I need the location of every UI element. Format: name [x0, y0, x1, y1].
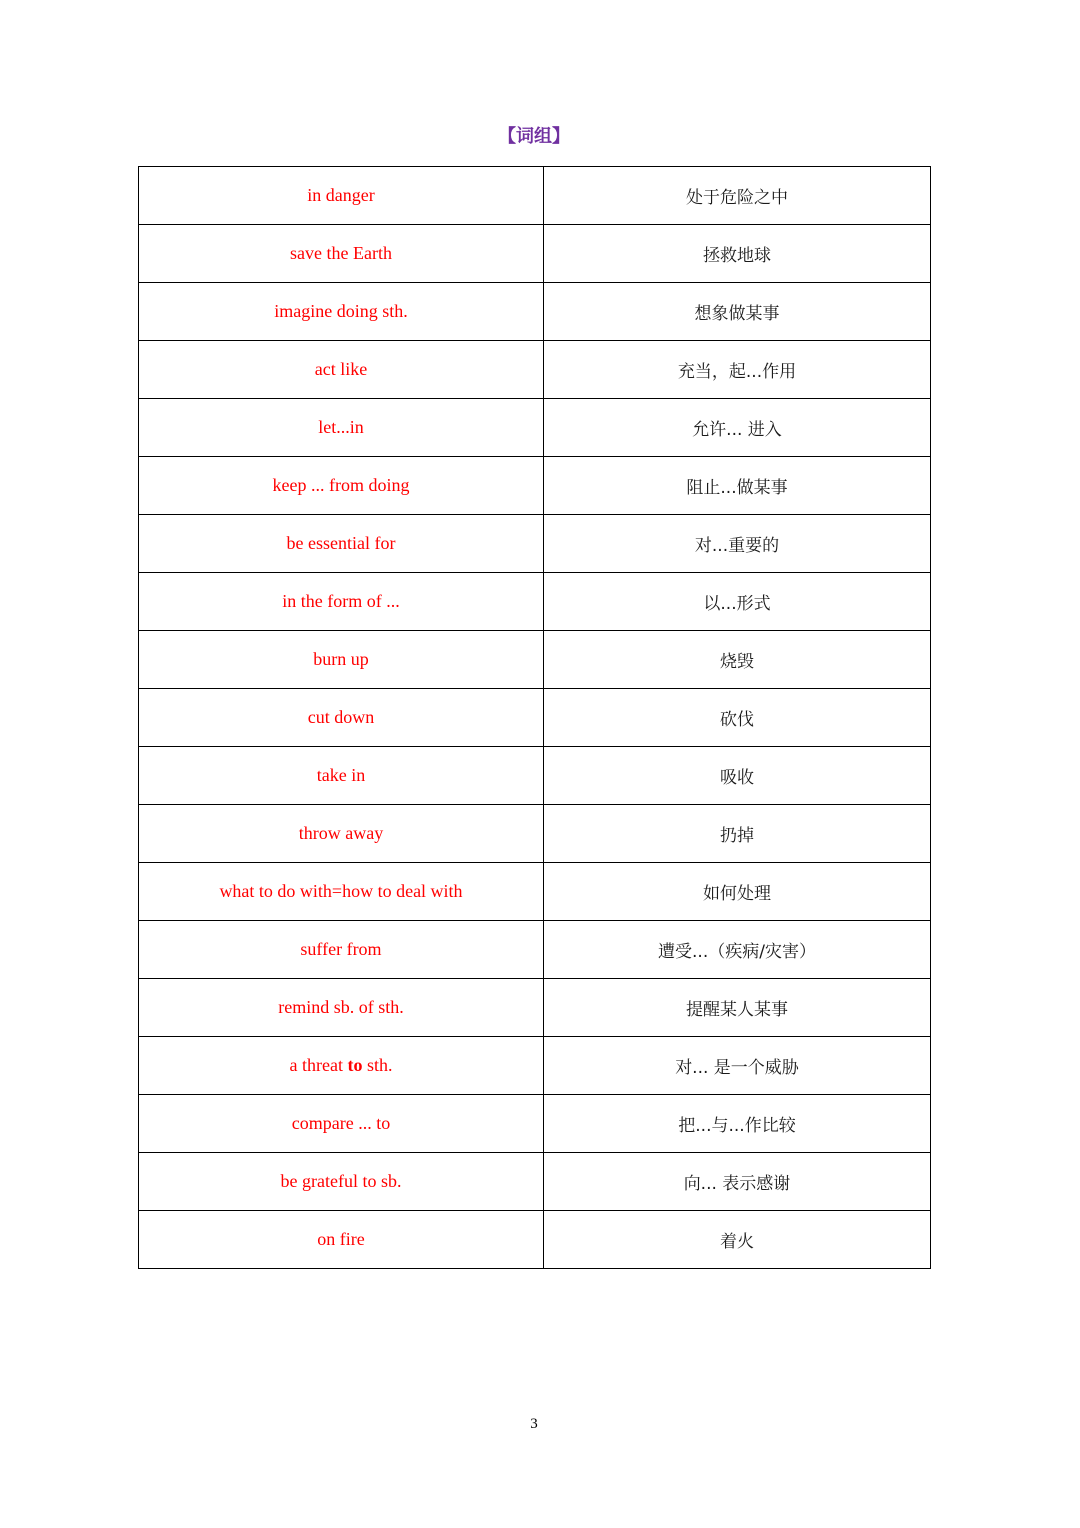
phrase-cell: in the form of ... [139, 573, 544, 631]
meaning-cell: 遭受...（疾病/灾害） [544, 921, 931, 979]
meaning-cell: 吸收 [544, 747, 931, 805]
meaning-cell: 向... 表示感谢 [544, 1153, 931, 1211]
meaning-cell: 着火 [544, 1211, 931, 1269]
meaning-cell: 对...重要的 [544, 515, 931, 573]
meaning-cell: 提醒某人某事 [544, 979, 931, 1037]
table-row [139, 921, 931, 979]
phrase-cell: be grateful to sb. [139, 1153, 544, 1211]
meaning-cell: 把...与...作比较 [544, 1095, 931, 1153]
table-row [139, 283, 931, 341]
table-row [139, 515, 931, 573]
meaning-cell: 烧毁 [544, 631, 931, 689]
table-row [139, 1095, 931, 1153]
phrase-part-before: a threat [289, 1055, 348, 1075]
table-row [139, 457, 931, 515]
meaning-cell: 砍伐 [544, 689, 931, 747]
phrase-cell [139, 1037, 544, 1095]
meaning-cell: 想象做某事 [544, 283, 931, 341]
phrase-cell: let...in [139, 399, 544, 457]
meaning-cell: 如何处理 [544, 863, 931, 921]
meaning-cell: 对... 是一个威胁 [544, 1037, 931, 1095]
table-row [139, 979, 931, 1037]
meaning-cell: 充当，起...作用 [544, 341, 931, 399]
phrase-part-after: sth. [362, 1055, 393, 1075]
phrase-cell: suffer from [139, 921, 544, 979]
table-row [139, 863, 931, 921]
table-row [139, 805, 931, 863]
meaning-cell: 阻止...做某事 [544, 457, 931, 515]
meaning-cell: 扔掉 [544, 805, 931, 863]
meaning-cell: 拯救地球 [544, 225, 931, 283]
table-row [139, 167, 931, 225]
meaning-cell: 处于危险之中 [544, 167, 931, 225]
phrase-cell: burn up [139, 631, 544, 689]
phrase-cell: throw away [139, 805, 544, 863]
phrase-cell: in danger [139, 167, 544, 225]
phrase-cell: keep ... from doing [139, 457, 544, 515]
table-row [139, 399, 931, 457]
phrase-cell: compare ... to [139, 1095, 544, 1153]
table-row [139, 631, 931, 689]
table-row [139, 1037, 931, 1095]
table-row [139, 341, 931, 399]
phrase-cell: act like [139, 341, 544, 399]
phrase-cell: on fire [139, 1211, 544, 1269]
phrase-cell: cut down [139, 689, 544, 747]
page-number: 3 [530, 1416, 538, 1432]
table-row [139, 225, 931, 283]
meaning-cell: 以...形式 [544, 573, 931, 631]
phrase-cell: what to do with=how to deal with [139, 863, 544, 921]
table-row [139, 1153, 931, 1211]
phrase-cell: take in [139, 747, 544, 805]
phrase-cell: be essential for [139, 515, 544, 573]
table-row [139, 573, 931, 631]
table-row [139, 1211, 931, 1269]
phrase-cell: remind sb. of sth. [139, 979, 544, 1037]
table-row [139, 747, 931, 805]
phrase-cell: save the Earth [139, 225, 544, 283]
phrase-part-bold: to [347, 1055, 363, 1075]
meaning-cell: 允许... 进入 [544, 399, 931, 457]
table-row [139, 689, 931, 747]
phrase-cell: imagine doing sth. [139, 283, 544, 341]
section-heading: 【词组】 [498, 126, 570, 147]
phrase-table [138, 166, 931, 1269]
